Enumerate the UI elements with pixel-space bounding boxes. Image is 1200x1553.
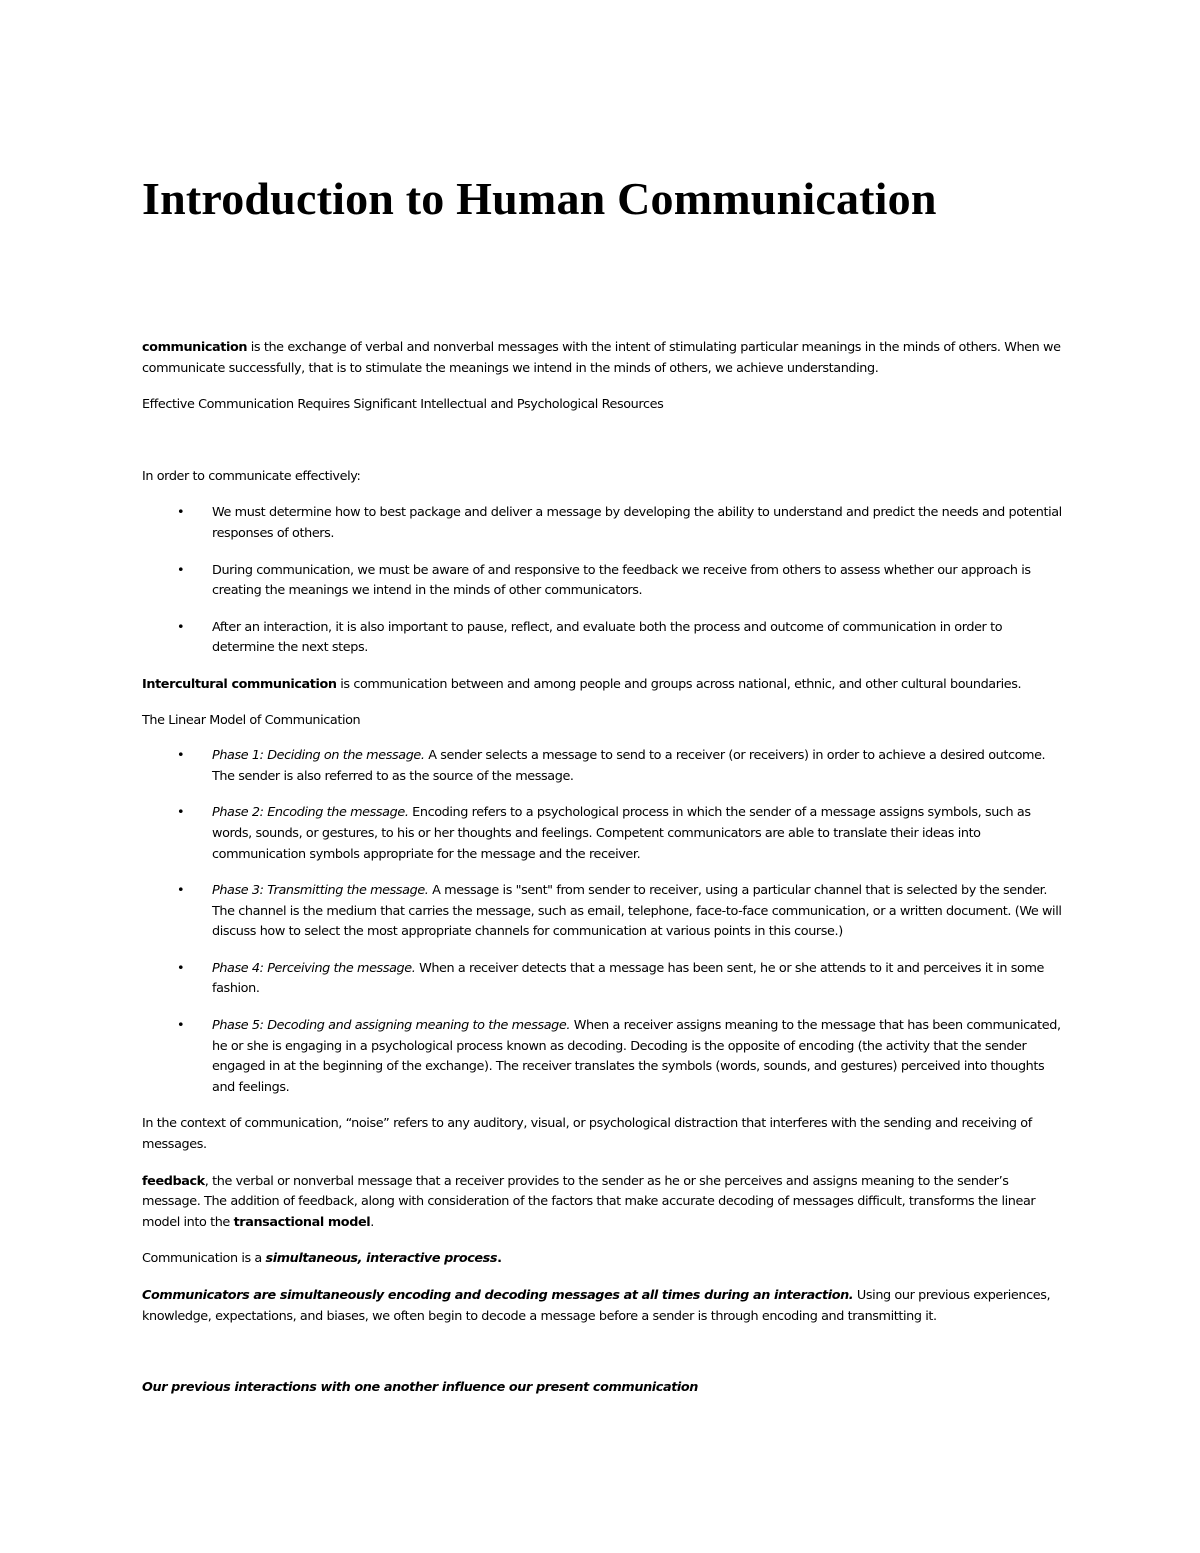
intercultural-paragraph bbox=[142, 675, 1066, 696]
phase-label: Phase 3: Transmitting the message. bbox=[212, 883, 429, 899]
phase-label: Phase 1: Deciding on the message. bbox=[212, 748, 425, 764]
phase-text: A message is "sent" from sender to receiver, using a particular channel that is selected by the sender. The channel is the medium that carries the message, such as email, telephone, face-to-face communication, or a written document. (We will discuss how to select the most appropriate channels for communication at various points in this course.) bbox=[212, 883, 1062, 940]
phase-text: A sender selects a message to send to a receiver (or receivers) in order to achieve a desired outcome. The sender is also referred to as the source of the message. bbox=[212, 748, 1046, 784]
list-item bbox=[142, 746, 1066, 787]
document-body bbox=[142, 338, 1066, 1399]
section-heading-effective: Effective Communication Requires Significant Intellectual and Psychological Resources bbox=[142, 397, 664, 413]
intro-text: is the exchange of verbal and nonverbal messages with the intent of stimulating particular meanings in the minds of others. When we communicate successfully, that is to stimulate the meanings we intend in the minds of others, we achieve understanding. bbox=[142, 340, 1061, 376]
encoding-emphasis: Communicators are simultaneously encoding and decoding messages at all times during an interaction. bbox=[142, 1288, 854, 1303]
previous-emphasis: Our previous interactions with one another influence our present communication bbox=[142, 1380, 698, 1396]
feedback-text: , the verbal or nonverbal message that a receiver provides to the sender as he or she perceives and assigns meaning to the sender’s message. The addition of feedback, along with consideration of the factors that make accurate decoding of messages difficult, transforms the linear model into the bbox=[142, 1173, 1036, 1230]
term-communication: communication bbox=[142, 340, 248, 355]
intro-paragraph bbox=[142, 338, 1066, 379]
list-item bbox=[142, 1016, 1066, 1098]
previous-interactions-paragraph bbox=[142, 1378, 1066, 1399]
simultaneous-prefix: Communication is a bbox=[142, 1251, 266, 1267]
term-feedback: feedback bbox=[142, 1173, 205, 1189]
phase-text: Encoding refers to a psychological process in which the sender of a message assigns symbols, such as words, sounds, or gestures, to his or her thoughts and feelings. Competent communicators are able to translate their ideas into communication symbols appropriate for the message and the receiver. bbox=[212, 805, 1031, 862]
phase-text: When a receiver detects that a message has been sent, he or she attends to it and perceives it in some fashion. bbox=[212, 960, 1045, 997]
intercultural-text: is communication between and among people and groups across national, ethnic, and other cultural boundaries. bbox=[336, 676, 1022, 692]
term-intercultural: Intercultural communication bbox=[142, 676, 337, 692]
noise-paragraph: In the context of communication, “noise” refers to any auditory, visual, or psychological distraction that interferes with the sending and receiving of messages. bbox=[142, 1116, 1032, 1153]
page-title: Introduction to Human Communication bbox=[142, 173, 937, 224]
simultaneous-paragraph bbox=[142, 1249, 1066, 1270]
encoding-text: Using our previous experiences, knowledge, expectations, and biases, we often begin to decode a message before a sender is through encoding and transmitting it. bbox=[142, 1288, 1051, 1324]
phase-label: Phase 5: Decoding and assigning meaning to the message. bbox=[212, 1018, 571, 1034]
effective-list bbox=[142, 503, 1066, 659]
list-item: • We must determine how to best package and deliver a message by developing the ability to understand and predict the needs and potential responses of others. bbox=[142, 503, 1066, 544]
order-intro: In order to communicate effectively: bbox=[142, 468, 361, 484]
phase-label: Phase 4: Perceiving the message. bbox=[212, 960, 416, 976]
list-item: • During communication, we must be aware of and responsive to the feedback we receive from others to assess whether our approach is creating the meanings we intend in the minds of other communicators. bbox=[142, 561, 1066, 602]
simultaneous-emphasis: simultaneous, interactive process bbox=[265, 1251, 498, 1267]
list-item bbox=[142, 803, 1066, 865]
phase-list bbox=[142, 746, 1066, 1098]
list-item bbox=[142, 881, 1066, 943]
phase-label: Phase 2: Encoding the message. bbox=[212, 805, 409, 821]
list-item: • After an interaction, it is also important to pause, reflect, and evaluate both the process and outcome of communication in order to determine the next steps. bbox=[142, 618, 1066, 659]
list-item bbox=[142, 959, 1066, 1000]
feedback-end: . bbox=[370, 1214, 374, 1230]
linear-model-heading: The Linear Model of Communication bbox=[142, 712, 361, 728]
simultaneous-suffix: . bbox=[497, 1251, 502, 1267]
encoding-paragraph bbox=[142, 1286, 1066, 1327]
phase-text: When a receiver assigns meaning to the message that has been communicated, he or she is engaging in a psychological process known as decoding. Decoding is the opposite of encoding (the activity that the sender engaged in at the beginning of the exchange). The receiver translates the symbols (words, sounds, and gestures) perceived into thoughts and feelings. bbox=[212, 1018, 1061, 1095]
feedback-paragraph bbox=[142, 1172, 1066, 1234]
term-transactional-model: transactional model bbox=[233, 1214, 371, 1230]
